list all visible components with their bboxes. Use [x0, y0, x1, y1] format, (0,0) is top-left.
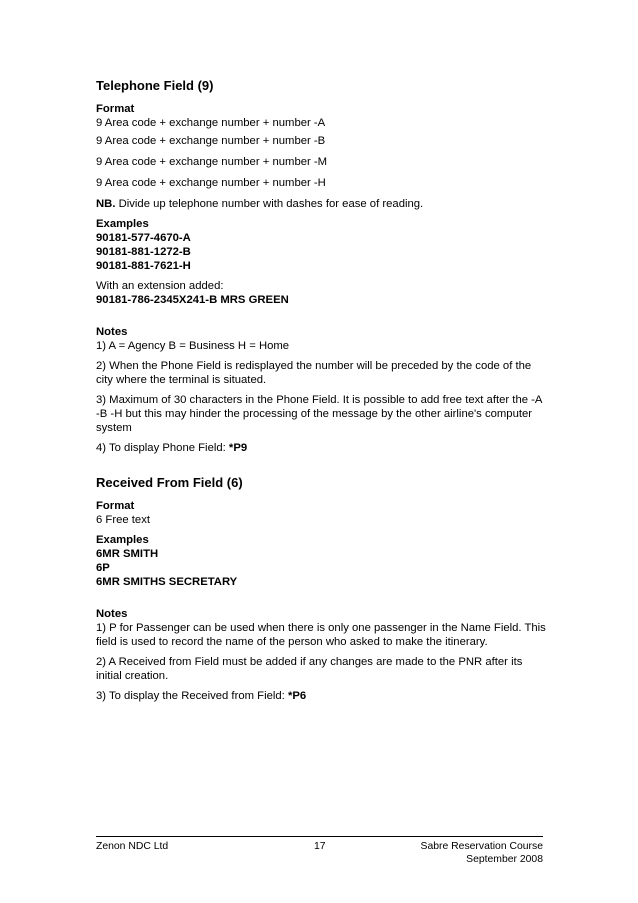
footer-company: Zenon NDC Ltd	[96, 841, 169, 852]
page-footer	[96, 836, 543, 865]
telephone-extension-label: With an extension added:	[96, 280, 224, 292]
telephone-note-4-text: 4) To display Phone Field:	[96, 442, 229, 454]
telephone-format-line-m: 9 Area code + exchange number + number -M	[96, 156, 328, 168]
footer-course-info	[421, 840, 543, 866]
telephone-format-line-h: 9 Area code + exchange number + number -H	[96, 177, 326, 189]
received-note-3	[96, 689, 546, 703]
telephone-notes-label: Notes	[96, 326, 128, 338]
telephone-note-2: 2) When the Phone Field is redisplayed the number will be preceded by the code of the city where the terminal is situated.	[96, 360, 532, 386]
telephone-note-4	[96, 441, 546, 455]
received-example-2: 6P	[96, 562, 110, 574]
telephone-example-3: 90181-881-7621-H	[96, 260, 191, 272]
received-note-2: 2) A Received from Field must be added if any changes are made to the PNR after its initial creation.	[96, 656, 523, 682]
received-format-label: Format	[96, 500, 135, 512]
telephone-note-3: 3) Maximum of 30 characters in the Phone Field. It is possible to add free text after the -A -B -H but this may hinder the processing of the message by the other airline's computer system	[96, 394, 542, 434]
received-notes-label: Notes	[96, 608, 128, 620]
received-note-3-text: 3) To display the Received from Field:	[96, 690, 288, 702]
telephone-notes-block	[96, 325, 546, 353]
telephone-example-1: 90181-577-4670-A	[96, 232, 191, 244]
nb-text: Divide up telephone number with dashes for ease of reading.	[115, 198, 424, 210]
received-note-3-command: *P6	[287, 690, 307, 702]
telephone-note-4-command: *P9	[228, 442, 248, 454]
received-examples-label: Examples	[96, 534, 149, 546]
received-examples-block	[96, 533, 546, 589]
telephone-format-line-b: 9 Area code + exchange number + number -B	[96, 135, 326, 147]
telephone-extension-example: 90181-786-2345X241-B MRS GREEN	[96, 294, 289, 306]
received-note-1: 1) P for Passenger can be used when there is only one passenger in the Name Field. This field is used to record the name of the person who asked to make the itinerary.	[96, 622, 546, 648]
telephone-format-label: Format	[96, 103, 135, 115]
telephone-format-block	[96, 102, 546, 130]
telephone-example-2: 90181-881-1272-B	[96, 246, 191, 258]
footer-date: September 2008	[466, 854, 543, 865]
received-format-block	[96, 499, 546, 527]
received-section-title: Received From Field (6)	[96, 475, 243, 490]
page-content	[96, 78, 546, 709]
received-example-3: 6MR SMITHS SECRETARY	[96, 576, 238, 588]
telephone-extension-block	[96, 279, 546, 307]
telephone-examples-block	[96, 217, 546, 273]
footer-course: Sabre Reservation Course	[420, 841, 543, 852]
footer-page-number: 17	[314, 841, 326, 852]
telephone-examples-label: Examples	[96, 218, 149, 230]
received-notes-block	[96, 607, 546, 649]
telephone-section-title: Telephone Field (9)	[96, 78, 214, 93]
telephone-note-1: 1) A = Agency B = Business H = Home	[96, 340, 290, 352]
telephone-nb	[96, 197, 546, 211]
telephone-format-line-a: 9 Area code + exchange number + number -A	[96, 117, 326, 129]
nb-label: NB.	[96, 198, 116, 210]
received-example-1: 6MR SMITH	[96, 548, 159, 560]
received-format-line: 6 Free text	[96, 514, 150, 526]
